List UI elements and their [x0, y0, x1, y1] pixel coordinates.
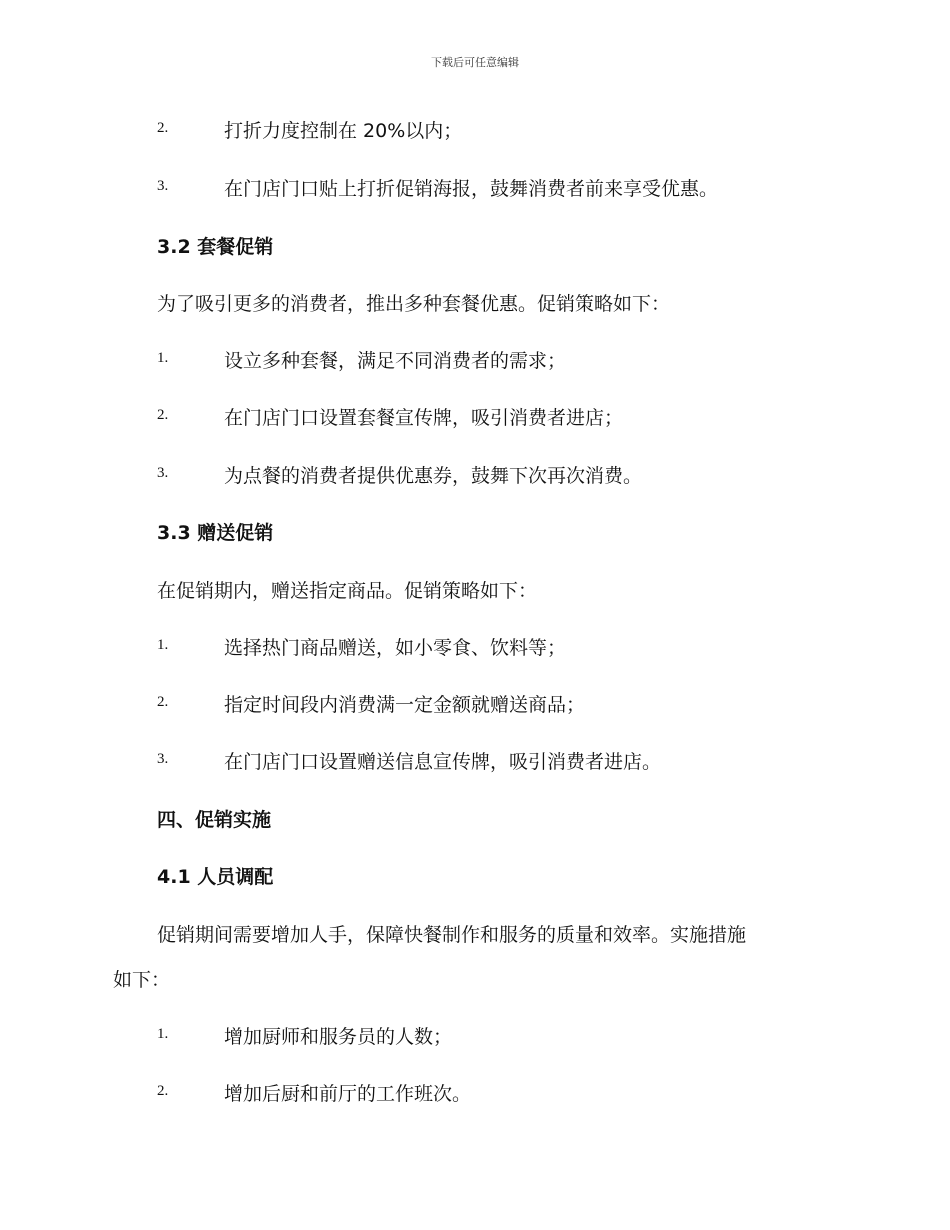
list-number: 1. — [157, 1026, 169, 1042]
list-number: 1. — [157, 350, 169, 366]
list-number: 1. — [157, 637, 169, 653]
page-header: 下载后可任意编辑 — [431, 56, 519, 69]
list-number: 3. — [157, 178, 169, 194]
section-heading-4-1: 4.1 人员调配 — [157, 866, 274, 888]
paragraph-line: 促销期间需要增加人手，保障快餐制作和服务的质量和效率。实施措施 — [157, 924, 747, 946]
list-item-text: 设立多种套餐，满足不同消费者的需求； — [224, 350, 567, 372]
section-heading-3-3: 3.3 赠送促销 — [157, 522, 274, 544]
list-item-text: 选择热门商品赠送，如小零食、饮料等； — [224, 637, 567, 659]
list-item-text: 在门店门口设置套餐宣传牌，吸引消费者进店； — [224, 407, 624, 429]
paragraph: 在促销期内，赠送指定商品。促销策略如下： — [157, 580, 538, 602]
list-number: 2. — [157, 120, 169, 136]
list-number: 3. — [157, 751, 169, 767]
chapter-heading-4: 四、促销实施 — [157, 809, 272, 831]
section-heading-3-2: 3.2 套餐促销 — [157, 236, 274, 258]
list-item-text: 增加厨师和服务员的人数； — [224, 1026, 453, 1048]
list-item-text: 增加后厨和前厅的工作班次。 — [224, 1083, 472, 1105]
list-number: 2. — [157, 1083, 169, 1099]
paragraph: 为了吸引更多的消费者，推出多种套餐优惠。促销策略如下： — [157, 293, 671, 315]
list-item-text: 在门店门口贴上打折促销海报，鼓舞消费者前来享受优惠。 — [224, 178, 719, 200]
list-item-text: 在门店门口设置赠送信息宣传牌，吸引消费者进店。 — [224, 751, 662, 773]
list-number: 3. — [157, 465, 169, 481]
paragraph-line: 如下： — [113, 969, 171, 991]
list-number: 2. — [157, 407, 169, 423]
list-number: 2. — [157, 694, 169, 710]
list-item-text: 为点餐的消费者提供优惠券，鼓舞下次再次消费。 — [224, 465, 643, 487]
list-item-text: 指定时间段内消费满一定金额就赠送商品； — [224, 694, 586, 716]
list-item-text: 打折力度控制在 20%以内； — [224, 120, 463, 142]
